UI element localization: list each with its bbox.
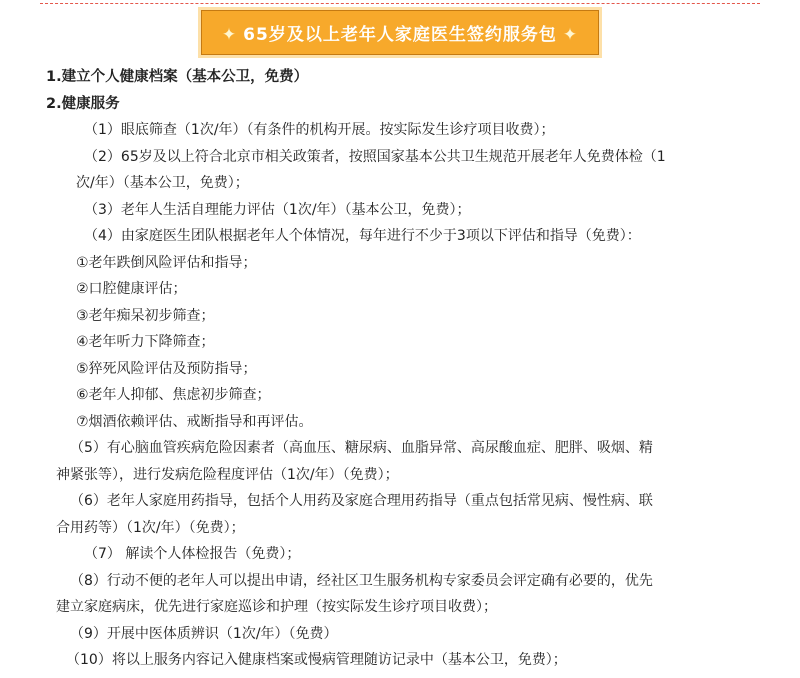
item-2-line-2: 次/年）（基本公卫，免费）； xyxy=(76,175,249,191)
item-9: （9）开展中医体质辨识（1次/年）（免费） xyxy=(70,625,338,642)
item-6-line-1: （6）老年人家庭用药指导，包括个人用药及家庭合理用药指导（重点包括常见病、慢性病、联 xyxy=(70,493,653,509)
star-icon-left: ✦ xyxy=(221,25,238,45)
item-5-line-2: 神紧张等），进行发病危险程度评估（1次/年）（免费）； xyxy=(56,466,399,483)
sub-item-2: ②口腔健康评估； xyxy=(76,281,187,297)
item-2-line-1: （2）65岁及以上符合北京市相关政策者，按照国家基本公共卫生规范开展老年人免费体检（1 xyxy=(84,148,666,165)
item-6-line-2: 合用药等）（1次/年）（免费）； xyxy=(56,519,245,536)
sub-item-7: ⑦烟酒依赖评估、戒断指导和再评估。 xyxy=(76,413,313,430)
star-icon-right: ✦ xyxy=(562,25,579,45)
sub-item-6: ⑥老年人抑郁、焦虑初步筛查； xyxy=(76,387,271,403)
section-1-heading: 1.建立个人健康档案（基本公卫，免费） xyxy=(46,69,309,85)
section-2-heading: 2.健康服务 xyxy=(46,95,120,112)
item-10: （10）将以上服务内容记入健康档案或慢病管理随访记录中（基本公卫，免费）； xyxy=(66,652,567,668)
sub-item-3: ③老年痴呆初步筛查； xyxy=(76,307,215,324)
sub-item-5: ⑤猝死风险评估及预防指导； xyxy=(76,360,257,377)
item-8-line-2: 建立家庭病床，优先进行家庭巡诊和护理（按实际发生诊疗项目收费）； xyxy=(56,599,497,615)
item-8-line-1: （8）行动不便的老年人可以提出申请，经社区卫生服务机构专家委员会评定确有必要的，优先 xyxy=(70,572,653,589)
sub-item-4: ④老年听力下降筛查； xyxy=(76,334,215,350)
title-banner xyxy=(201,10,599,55)
item-7: （7） 解读个人体检报告（免费）； xyxy=(84,546,301,562)
item-5-line-1: （5）有心脑血管疾病危险因素者（高血压、糖尿病、血脂异常、高尿酸血症、肥胖、吸烟、精 xyxy=(70,440,653,456)
item-3: （3）老年人生活自理能力评估（1次/年）（基本公卫，免费）； xyxy=(84,201,471,218)
top-divider xyxy=(40,3,760,4)
service-list xyxy=(46,64,770,674)
item-1: （1）眼底筛查（1次/年）（有条件的机构开展。按实际发生诊疗项目收费）； xyxy=(84,122,555,138)
sub-item-1: ①老年跌倒风险评估和指导； xyxy=(76,254,257,271)
item-4: （4）由家庭医生团队根据老年人个体情况，每年进行不少于3项以下评估和指导（免费）： xyxy=(84,228,641,244)
page-title: 65岁及以上老年人家庭医生签约服务包 xyxy=(243,25,557,45)
